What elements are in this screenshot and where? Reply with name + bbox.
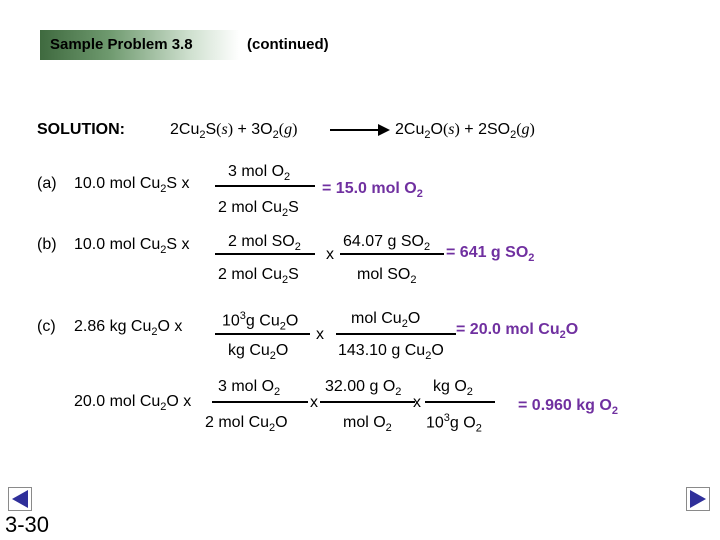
part-a-given: 10.0 mol $Cu_2S$ x xyxy=(74,175,190,196)
part-c-denominator-1: kg $Cu_2O$ xyxy=(228,342,289,363)
part-b-numerator-2: 64.07 g $SO_2$ xyxy=(343,233,431,254)
part-c-given: 2.86 kg $Cu_2O$ x xyxy=(74,318,183,339)
part-b-times: x xyxy=(326,246,334,263)
part-b-given: 10.0 mol $Cu_2S$ x xyxy=(74,236,190,257)
part-a-result: = 15.0 mol $O_2$ xyxy=(322,180,423,201)
part-c-denominator-2: 143.10 g $Cu_2O$ xyxy=(338,342,444,363)
next-slide-button[interactable] xyxy=(686,487,710,511)
reaction-arrow xyxy=(330,129,382,131)
part-b-label: (b) xyxy=(37,236,57,253)
page-number: 3-30 xyxy=(5,512,50,537)
part-d-given: 20.0 mol $Cu_2O$ x xyxy=(74,393,192,414)
part-c-numerator-2: mol $Cu_2O$ xyxy=(351,310,421,331)
part-d-times-2: x xyxy=(413,394,421,411)
part-b-denominator-2: mol $SO_2$ xyxy=(357,266,417,287)
reaction-arrow-head xyxy=(378,124,390,136)
part-c-result: = 20.0 mol $Cu_2O$ xyxy=(456,321,579,342)
part-d-denominator-1: 2 mol $Cu_2O$ xyxy=(205,414,288,435)
part-d-denominator-2: mol $O_2$ xyxy=(343,414,392,435)
part-d-times-1: x xyxy=(310,394,318,411)
equation-right xyxy=(395,121,535,141)
part-a-label: (a) xyxy=(37,175,57,192)
part-d-fraction-bar-1 xyxy=(212,401,308,403)
equation-left xyxy=(170,121,297,141)
continued-label: (continued) xyxy=(247,36,329,53)
equation-right-text: $2Cu_2O(s) + 2SO_2(g)$ xyxy=(395,121,535,142)
part-a-fraction-bar xyxy=(215,185,315,187)
part-d-result: = 0.960 kg $O_2$ xyxy=(518,397,618,418)
equation-left-text: $2Cu_2S(s) + 3O_2(g)$ xyxy=(170,121,298,142)
part-d-fraction-bar-2 xyxy=(320,401,415,403)
triangle-left-icon xyxy=(9,488,31,510)
part-b-fraction-bar-2 xyxy=(340,253,444,255)
part-d-numerator-2: 32.00 g $O_2$ xyxy=(325,378,402,399)
solution-label: SOLUTION: xyxy=(37,121,125,138)
part-b-result: = 641 g $SO_2$ xyxy=(446,244,535,265)
part-c-label: (c) xyxy=(37,318,56,335)
part-c-fraction-bar-1 xyxy=(215,333,310,335)
triangle-right-icon xyxy=(687,488,709,510)
part-d-fraction-bar-3 xyxy=(425,401,495,403)
part-b-numerator-1: 2 mol $SO_2$ xyxy=(228,233,301,254)
part-c-fraction-bar-2 xyxy=(336,333,456,335)
part-c-times: x xyxy=(316,326,324,343)
part-a-denominator: 2 mol $Cu_2S$ xyxy=(218,199,299,220)
prev-slide-button[interactable] xyxy=(8,487,32,511)
part-d-numerator-3: kg $O_2$ xyxy=(433,378,473,399)
part-b-denominator-1: 2 mol $Cu_2S$ xyxy=(218,266,299,287)
sample-problem-title: Sample Problem 3.8 xyxy=(50,36,193,53)
part-b-fraction-bar-1 xyxy=(215,253,315,255)
part-d-numerator-1: 3 mol $O_2$ xyxy=(218,378,281,399)
part-a-numerator: 3 mol $O_2$ xyxy=(228,163,291,184)
part-c-numerator-1: $10^3g$ $Cu_2O$ xyxy=(222,310,299,333)
part-d-denominator-3: $10^3g$ $O_2$ xyxy=(426,412,482,435)
